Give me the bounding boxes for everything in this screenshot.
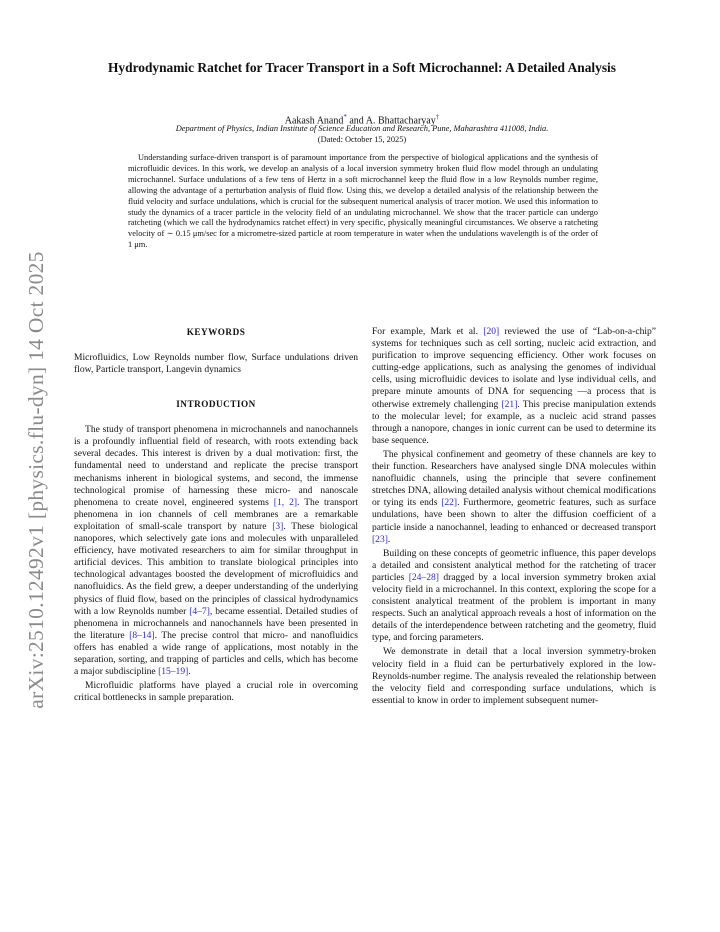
body-paragraph bbox=[74, 424, 358, 678]
citation-link[interactable]: [20] bbox=[483, 326, 500, 337]
citation-link[interactable]: [22] bbox=[441, 497, 458, 509]
text-run: Building on these concepts of geometric influence, this paper develops a detailed and consistent analytical method for the ratcheting of tracer particles bbox=[372, 547, 656, 583]
keywords-text: Microfluidics, Low Reynolds number flow, Surface undulations driven flow, Particle transport, Langevin dynamics bbox=[74, 352, 358, 376]
text-run: . Furthermore, geometric features, such as surface undulations, have been shown to alter the diffusion coefficient of a particle inside a nanochannel, leading to enhanced or decreased transport bbox=[372, 497, 656, 533]
text-run: , became essential. Detailed studies of phenomena in microchannels and nanochannels have been presented in the literature bbox=[74, 605, 358, 641]
author-name: Aakash Anand bbox=[284, 115, 344, 127]
right-column bbox=[372, 326, 656, 707]
body-paragraph bbox=[372, 548, 656, 645]
citation-link[interactable]: [21] bbox=[501, 398, 518, 410]
body-paragraph bbox=[372, 449, 656, 546]
text-run: reviewed the use of “Lab-on-a-chip” systems for techniques such as cell sorting, nucleic acid extraction, and purification to improve sequencing efficiency. Other work focuses on cutting-edge applications, such as analysing the genomes of individual cells, using microfluidic devices to isolate and lyse individual cells, and prepare minute amounts of DNA for sequencing —a process that is otherwise extremely challenging bbox=[372, 326, 657, 410]
text-run: . The precise control that micro- and nanofluidics offers has enabled a wide range of applications, most notably in the separation, sorting, and trapping of particles and cells, which has become a major subdiscipline bbox=[74, 629, 358, 678]
citation-link[interactable]: [4–7] bbox=[189, 605, 210, 617]
keywords-heading: KEYWORDS bbox=[186, 327, 246, 337]
date-line: (Dated: October 15, 2025) bbox=[317, 135, 407, 144]
body-paragraph bbox=[372, 326, 656, 447]
citation-link[interactable]: [15–19] bbox=[158, 666, 189, 678]
citation-link[interactable]: [24–28] bbox=[408, 571, 439, 583]
abstract: Understanding surface-driven transport is of paramount importance from the perspective of biological applications and the synthesis of microfluidic devices. In this work, we develop an analysis of a local inversion symmetry broken fluid flow model through an undulating microchannel. Surface undulations of a few tens of Hertz in a soft microchannel keep the fluid flow in a low Reynolds number regime, allowing the advantage of a perturbation analysis of fluid flow. Using this, we develop a detailed analysis of the relationship between the fluid velocity and surface undulations, which is crucial for the subsequent numerical analysis of tracer motion. We used this information to study the dynamics of a tracer particle in the velocity field of an undulating microchannel. We show that the tracer particle can undergo ratcheting (which we call the hydrodynamics ratchet effect) in very specific, physically meaningful circumstances. We observe a ratcheting velocity of ∼ 0.15 μm/sec for a micrometre-sized particle at room temperature in water when the undulations wavelength is of the order of 1 μm. bbox=[128, 153, 598, 250]
text-run: For example, Mark et al. bbox=[372, 326, 484, 337]
author-footnote-link[interactable]: * bbox=[343, 113, 347, 121]
body-paragraph: We demonstrate in detail that a local inversion symmetry-broken velocity field in a fluid can be perturbatively explored in the low-Reynolds-number regime. The analysis revealed the relationship between the velocity field and corresponding surface undulations, which is essential to know in order to implement subsequent numer- bbox=[372, 646, 656, 706]
text-run: . The transport phenomena in ion channels of cell membranes are a remarkable exploitation of small-scale transport by nature bbox=[74, 496, 358, 532]
citation-link[interactable]: [8–14] bbox=[129, 629, 155, 641]
citation-link[interactable]: [1, 2] bbox=[273, 496, 298, 508]
author-name: A. Bhattacharyay bbox=[365, 115, 436, 127]
text-run: dragged by a local inversion symmetry broken axial velocity field in a microchannel. In this context, exploring the scope for a consistent analytical treatment of the problem is important in many respects. Such an analytical approach reveals a host of information on the details of the interdependence between ratcheting and the geometry, fluid type, and forcing parameters. bbox=[372, 571, 656, 644]
text-run: . This precise manipulation extends to the molecular level; for example, as a nucleic acid strand passes through a nanopore, changes in ionic current can be used to determine its base sequence. bbox=[372, 398, 656, 446]
introduction-heading: INTRODUCTION bbox=[176, 399, 256, 410]
citation-link[interactable]: [3] bbox=[272, 520, 284, 532]
affiliation: Department of Physics, Indian Institute of Science Education and Research, Pune, Maharashtra 411008, India. bbox=[175, 124, 549, 133]
arxiv-identifier: arXiv:2510.12492v1 [physics.flu-dyn] 14 Oct 2025 bbox=[24, 251, 48, 709]
citation-link[interactable]: [23] bbox=[372, 533, 388, 545]
left-column bbox=[74, 326, 358, 704]
text-run: . These biological nanopores, which selectively gate ions and molecules with unparalleled efficiency, have motivated researchers to aim for similar throughput in artificial devices. This ambition to translate biological principles into technological advantages boosted the development of microfluidics and nanofluidics. As the field grew, a deeper understanding of the underlying physics of fluid flow, based on the principles of classical hydrodynamics with a low Reynolds number bbox=[74, 520, 359, 617]
text-run: . bbox=[188, 666, 191, 678]
text-run: The study of transport phenomena in microchannels and nanochannels is a profoundly influential field of research, with roots extending back several decades. This interest is driven by a dual motivation: first, the fundamental need to understand and replicate the precise transport mechanisms inherent in biological systems, and second, the immense technological promise of harnessing these micro- and nanoscale phenomena to create novel, engineered systems bbox=[74, 424, 358, 508]
author-separator: and bbox=[346, 115, 366, 127]
text-run: . bbox=[387, 533, 391, 545]
body-paragraph: Microfluidic platforms have played a crucial role in overcoming critical bottlenecks in sample preparation. bbox=[74, 680, 358, 704]
author-footnote-link[interactable]: † bbox=[435, 113, 440, 121]
paper-title: Hydrodynamic Ratchet for Tracer Transport in a Soft Microchannel: A Detailed Analysis bbox=[108, 60, 616, 75]
text-run: The physical confinement and geometry of these channels are key to their function. Researchers have analysed single DNA molecules within nanofluidic channels, using the principle that severe confinement stretches DNA, allowing detailed analysis without chemical modifications or tying its ends bbox=[372, 448, 656, 509]
